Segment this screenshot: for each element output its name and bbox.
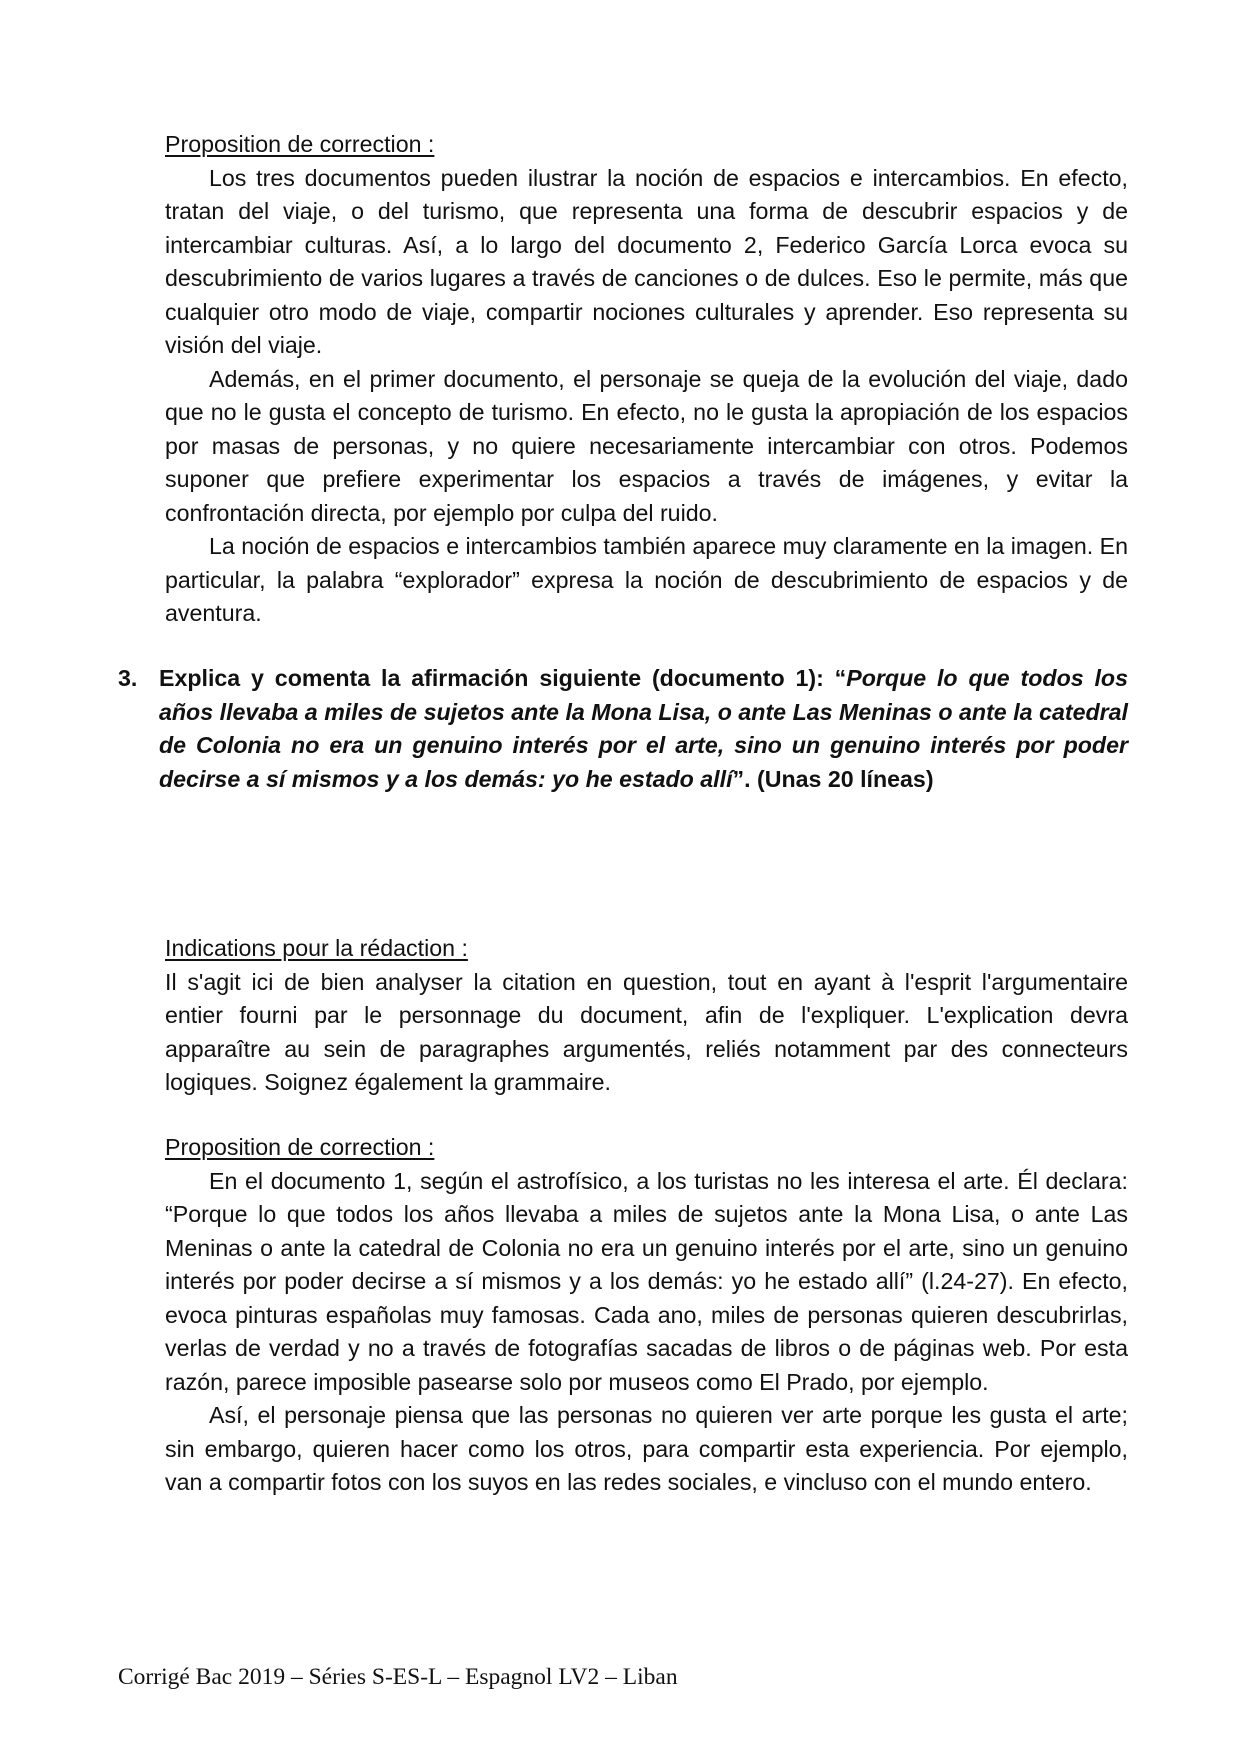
paragraph: Il s'agit ici de bien analyser la citation en question, tout en ayant à l'esprit l'argumentaire entier fourni par le personnage du document, afin de l'expliquer. L'explication devra apparaître au sein de paragraphes argumentés, reliés notamment par des connecteurs logiques. Soignez également la grammaire. [165,968,1128,1095]
question-text [159,662,1128,796]
section-heading: Proposition de correction : [165,131,435,157]
paragraph: Los tres documentos pueden ilustrar la noción de espacios e intercambios. En efecto, tratan del viaje, o del turismo, que representa una forma de descubrir espacios y de intercambiar culturas. Así, a lo largo del documento 2, Federico García Lorca evoca su descubrimiento de varios lugares a través de canciones o de dulces. Eso le permite, más que cualquier otro modo de viaje, compartir nociones culturales y aprender. Eso representa su visión del viaje. [165,164,1128,358]
paragraph: Además, en el primer documento, el personaje se queja de la evolución del viaje, dado que no le gusta el concepto de turismo. En efecto, no le gusta la apropiación de los espacios por masas de personas, y no quiere necesariamente intercambiar con otros. Podemos suponer que prefiere experimentar los espacios a través de imágenes, y evitar la confrontación directa, por ejemplo por culpa del ruido. [165,365,1128,526]
paragraph: La noción de espacios e intercambios también aparece muy claramente en la imagen. En particular, la palabra “explorador” expresa la noción de descubrimiento de espacios y de aventura. [165,533,1129,626]
indications-section [165,932,1128,1100]
section-heading: Proposition de correction : [165,1134,435,1160]
paragraph: En el documento 1, según el astrofísico, a los turistas no les interesa el arte. Él declara: “Porque lo que todos los años llevaba a miles de sujetos ante la Mona Lisa, o ante Las Meninas o ante la catedral de Colonia no era un genuino interés por el arte, sino un genuino interés por poder decirse a sí mismos y a los demás: yo he estado allí” (l.24-27). En efecto, evoca pinturas españolas muy famosas. Cada ano, miles de personas quieren descubrirlas, verlas de verdad y no a través de fotografías sacadas de libros o de páginas web. Por esta razón, parece imposible pasearse solo por museos como El Prado, por ejemplo. [165,1167,1128,1395]
question-intro: Explica y comenta la afirmación siguiente (documento 1): “ [159,665,847,691]
page-footer: Corrigé Bac 2019 – Séries S-ES-L – Espagnol LV2 – Liban [118,1664,678,1690]
question-outro: ”. (Unas 20 líneas) [732,765,934,792]
correction-section-1 [165,128,1128,631]
question-number: 3. [118,665,138,691]
question-quote: Porque lo que todos los años llevaba a miles de sujetos ante la Mona Lisa, o ante Las Meninas o ante la catedral de Colonia no era un genuino interés por el arte, sino un genuino interés por poder decirse a sí mismos y a los demás: yo he estado allí [159,665,1128,792]
question-3 [118,662,1128,796]
section-heading: Indications pour la rédaction : [165,935,468,961]
paragraph: Así, el personaje piensa que las personas no quieren ver arte porque les gusta el arte; sin embargo, quieren hacer como los otros, para compartir esta experiencia. Por ejemplo, van a compartir fotos con los suyos en las redes sociales, e vincluso con el mundo entero. [165,1402,1128,1495]
correction-section-2 [165,1131,1128,1500]
